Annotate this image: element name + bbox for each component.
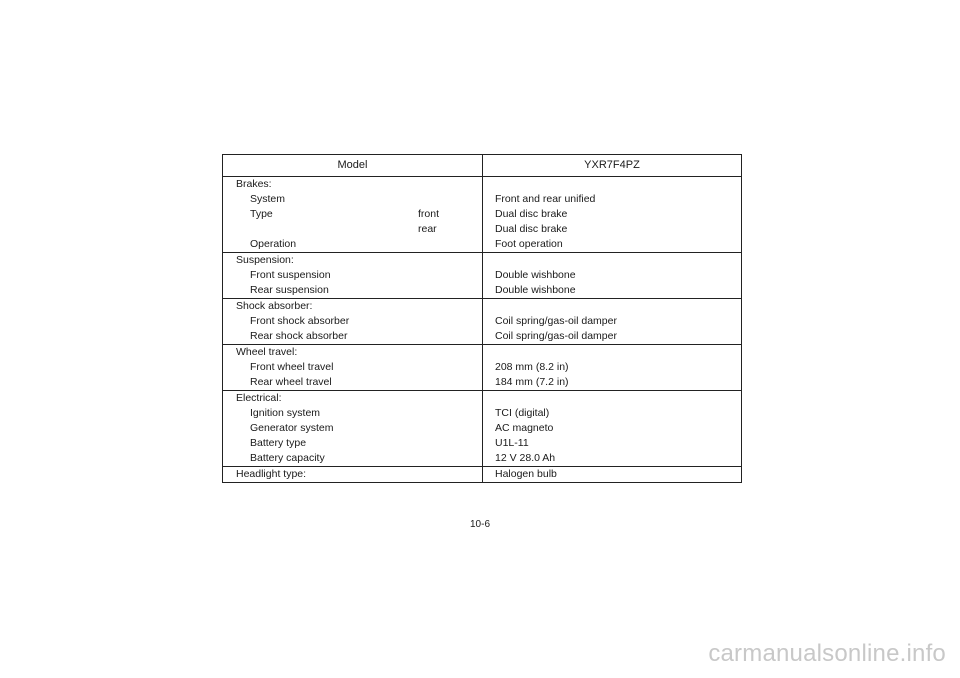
row-label: Battery capacity	[250, 452, 325, 464]
row-label: Front suspension	[250, 269, 331, 281]
spec-table	[222, 154, 742, 483]
section-title: Shock absorber:	[236, 300, 313, 312]
row-label: Ignition system	[250, 407, 321, 419]
row-value: Coil spring/gas-oil damper	[495, 315, 617, 327]
model-header-label: Model	[223, 155, 483, 176]
section-title-row	[223, 299, 741, 314]
section-title: Brakes:	[236, 178, 272, 190]
table-section	[223, 391, 741, 467]
table-section	[223, 253, 741, 299]
row-label: Generator system	[250, 422, 334, 434]
row-value: Dual disc brake	[495, 208, 568, 220]
section-title-row	[223, 467, 741, 482]
section-title: Electrical:	[236, 392, 282, 404]
row-qualifier: front	[418, 208, 440, 220]
section-title: Wheel travel:	[236, 346, 298, 358]
row-value: Coil spring/gas-oil damper	[495, 330, 617, 342]
table-row	[223, 314, 741, 329]
table-header-row	[223, 155, 741, 177]
row-label: Front wheel travel	[250, 361, 334, 373]
table-row	[223, 329, 741, 344]
row-label: Rear suspension	[250, 284, 329, 296]
row-value: 208 mm (8.2 in)	[495, 361, 569, 373]
table-section	[223, 467, 741, 482]
section-title: Headlight type:	[236, 468, 307, 480]
page-number: 10-6	[469, 519, 490, 530]
table-row	[223, 268, 741, 283]
row-value: Double wishbone	[495, 269, 576, 281]
row-value: Front and rear unified	[495, 193, 596, 205]
row-label: Front shock absorber	[250, 315, 350, 327]
row-label: Operation	[250, 238, 297, 250]
table-section	[223, 177, 741, 253]
row-value: U1L-11	[495, 437, 529, 449]
row-label: Battery type	[250, 437, 307, 449]
table-row	[223, 436, 741, 451]
table-row	[223, 421, 741, 436]
section-title-row	[223, 345, 741, 360]
table-row	[223, 207, 741, 222]
table-row	[223, 192, 741, 207]
section-title-value: Halogen bulb	[495, 468, 557, 480]
model-header-value: YXR7F4PZ	[584, 159, 640, 171]
row-value: Double wishbone	[495, 284, 576, 296]
table-row	[223, 283, 741, 298]
table-section	[223, 345, 741, 391]
section-title-row	[223, 253, 741, 268]
row-label: System	[250, 193, 286, 205]
row-label: Rear shock absorber	[250, 330, 348, 342]
row-value: TCI (digital)	[495, 407, 550, 419]
row-value: Foot operation	[495, 238, 563, 250]
table-row	[223, 375, 741, 390]
table-row	[223, 237, 741, 252]
row-value: 184 mm (7.2 in)	[495, 376, 569, 388]
section-title: Suspension:	[236, 254, 294, 266]
table-row	[223, 222, 741, 237]
row-label: Rear wheel travel	[250, 376, 332, 388]
section-title-row	[223, 177, 741, 192]
row-value: AC magneto	[495, 422, 554, 434]
row-label: Type	[250, 208, 273, 220]
row-value: Dual disc brake	[495, 223, 568, 235]
section-title-row	[223, 391, 741, 406]
table-body	[223, 177, 741, 482]
row-value: 12 V 28.0 Ah	[495, 452, 556, 464]
table-row	[223, 360, 741, 375]
table-section	[223, 299, 741, 345]
table-row	[223, 451, 741, 466]
table-row	[223, 406, 741, 421]
watermark: carmanualsonline.info	[708, 640, 946, 667]
row-qualifier: rear	[418, 223, 437, 235]
